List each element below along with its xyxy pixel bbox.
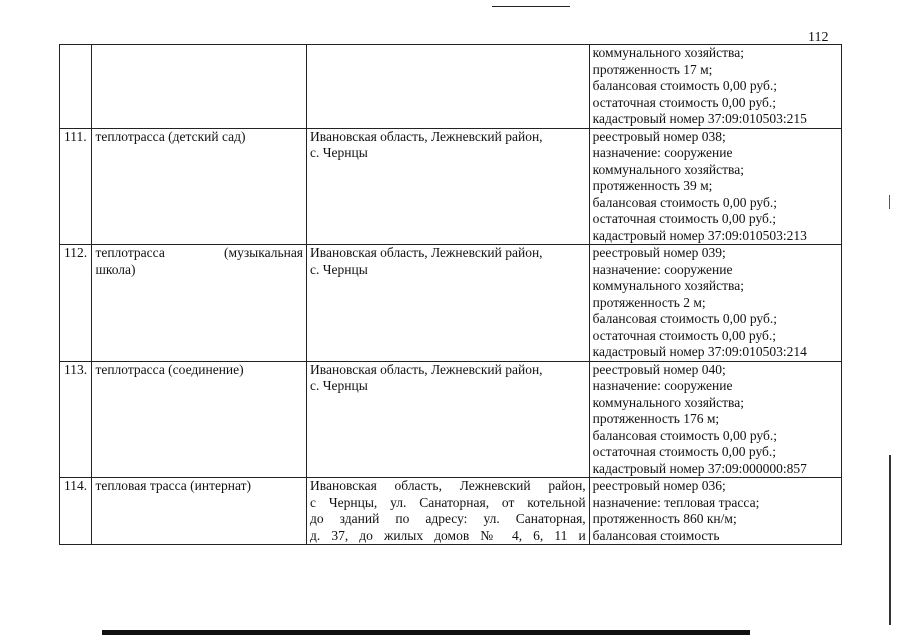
details-line: протяженность 860 кн/м; [592, 511, 737, 526]
object-name-line: тепловая трасса (интернат) [95, 478, 251, 493]
details-line: балансовая стоимость [592, 527, 720, 543]
address-line: Ивановская область, Лежневский район, [310, 478, 586, 493]
top-rule [492, 6, 570, 7]
details-cell [589, 361, 841, 478]
table-row [60, 128, 842, 245]
details-line: назначение: сооружение [592, 261, 733, 277]
details-line: балансовая стоимость 0,00 руб.; [592, 194, 777, 210]
object-name-line: теплотрасса (детский сад) [95, 128, 246, 144]
page-number: 112 [808, 30, 829, 45]
details-line: кадастровый номер 37:09:010503:215 [592, 111, 807, 126]
address-line: д. 37, до жилых домов № 4, 6, 11 и [310, 527, 586, 543]
details-line: балансовая стоимость 0,00 руб.; [592, 78, 777, 93]
property-register-table [59, 44, 842, 545]
details-line: протяженность 39 м; [592, 178, 713, 193]
details-line: назначение: сооружение [592, 145, 733, 160]
address-line: Ивановская область, Лежневский район, [310, 245, 543, 260]
details-line: кадастровый номер 37:09:010503:213 [592, 227, 807, 243]
address-line: Ивановская область, Лежневский район, [310, 361, 543, 377]
table-row [60, 45, 842, 129]
address-cell [307, 478, 590, 545]
details-line: коммунального хозяйства; [592, 45, 744, 60]
details-line: остаточная стоимость 0,00 руб.; [592, 327, 777, 343]
details-line: протяженность 2 м; [592, 294, 706, 310]
table-row [60, 361, 842, 478]
object-name-line: теплотрасса (соединение) [95, 361, 244, 377]
details-line: реестровый номер 036; [592, 478, 726, 493]
details-line: протяженность 17 м; [592, 61, 713, 77]
details-cell [589, 478, 841, 545]
object-name-cell [92, 45, 307, 129]
address-line: с. Чернцы [310, 378, 368, 393]
details-cell [589, 45, 841, 129]
row-number-cell: 111. [60, 128, 92, 245]
details-line: балансовая стоимость 0,00 руб.; [592, 427, 777, 443]
address-line: с Чернцы, ул. Санаторная, от котельной [310, 494, 586, 510]
address-cell [307, 361, 590, 478]
details-line: остаточная стоимость 0,00 руб.; [592, 211, 777, 226]
details-line: назначение: сооружение [592, 378, 733, 393]
object-name-cell [92, 478, 307, 545]
details-line: остаточная стоимость 0,00 руб.; [592, 444, 777, 459]
table-row [60, 478, 842, 545]
row-number-cell: 114. [60, 478, 92, 545]
address-line: с. Чернцы [310, 145, 368, 160]
details-line: коммунального хозяйства; [592, 278, 744, 293]
row-number-cell: 113. [60, 361, 92, 478]
object-name-cell [92, 361, 307, 478]
scan-edge-bar [102, 630, 750, 635]
address-line: до зданий по адресу: ул. Санаторная, [310, 511, 586, 526]
object-name-cell [92, 245, 307, 362]
details-line: реестровый номер 040; [592, 361, 726, 377]
address-cell [307, 245, 590, 362]
details-line: коммунального хозяйства; [592, 161, 744, 177]
details-line: назначение: тепловая трасса; [592, 494, 760, 510]
details-line: реестровый номер 038; [592, 128, 726, 144]
details-line: кадастровый номер 37:09:000000:857 [592, 460, 807, 476]
row-number-cell: 112. [60, 245, 92, 362]
details-cell [589, 128, 841, 245]
object-name-cell [92, 128, 307, 245]
details-line: остаточная стоимость 0,00 руб.; [592, 94, 777, 110]
table-row [60, 245, 842, 362]
row-number-cell [60, 45, 92, 129]
object-name-line: теплотрасса (музыкальная [95, 245, 304, 260]
address-line: Ивановская область, Лежневский район, [310, 128, 543, 144]
address-line: с. Чернцы [310, 261, 368, 277]
details-line: реестровый номер 039; [592, 245, 726, 260]
address-cell [307, 128, 590, 245]
address-cell [307, 45, 590, 129]
details-line: коммунального хозяйства; [592, 394, 744, 410]
details-cell [589, 245, 841, 362]
details-line: протяженность 176 м; [592, 411, 720, 426]
details-line: балансовая стоимость 0,00 руб.; [592, 311, 777, 326]
details-line: кадастровый номер 37:09:010503:214 [592, 344, 807, 359]
scan-edge-mark [889, 455, 891, 625]
object-name-line: школа) [95, 261, 136, 277]
scan-edge-mark [889, 195, 890, 209]
